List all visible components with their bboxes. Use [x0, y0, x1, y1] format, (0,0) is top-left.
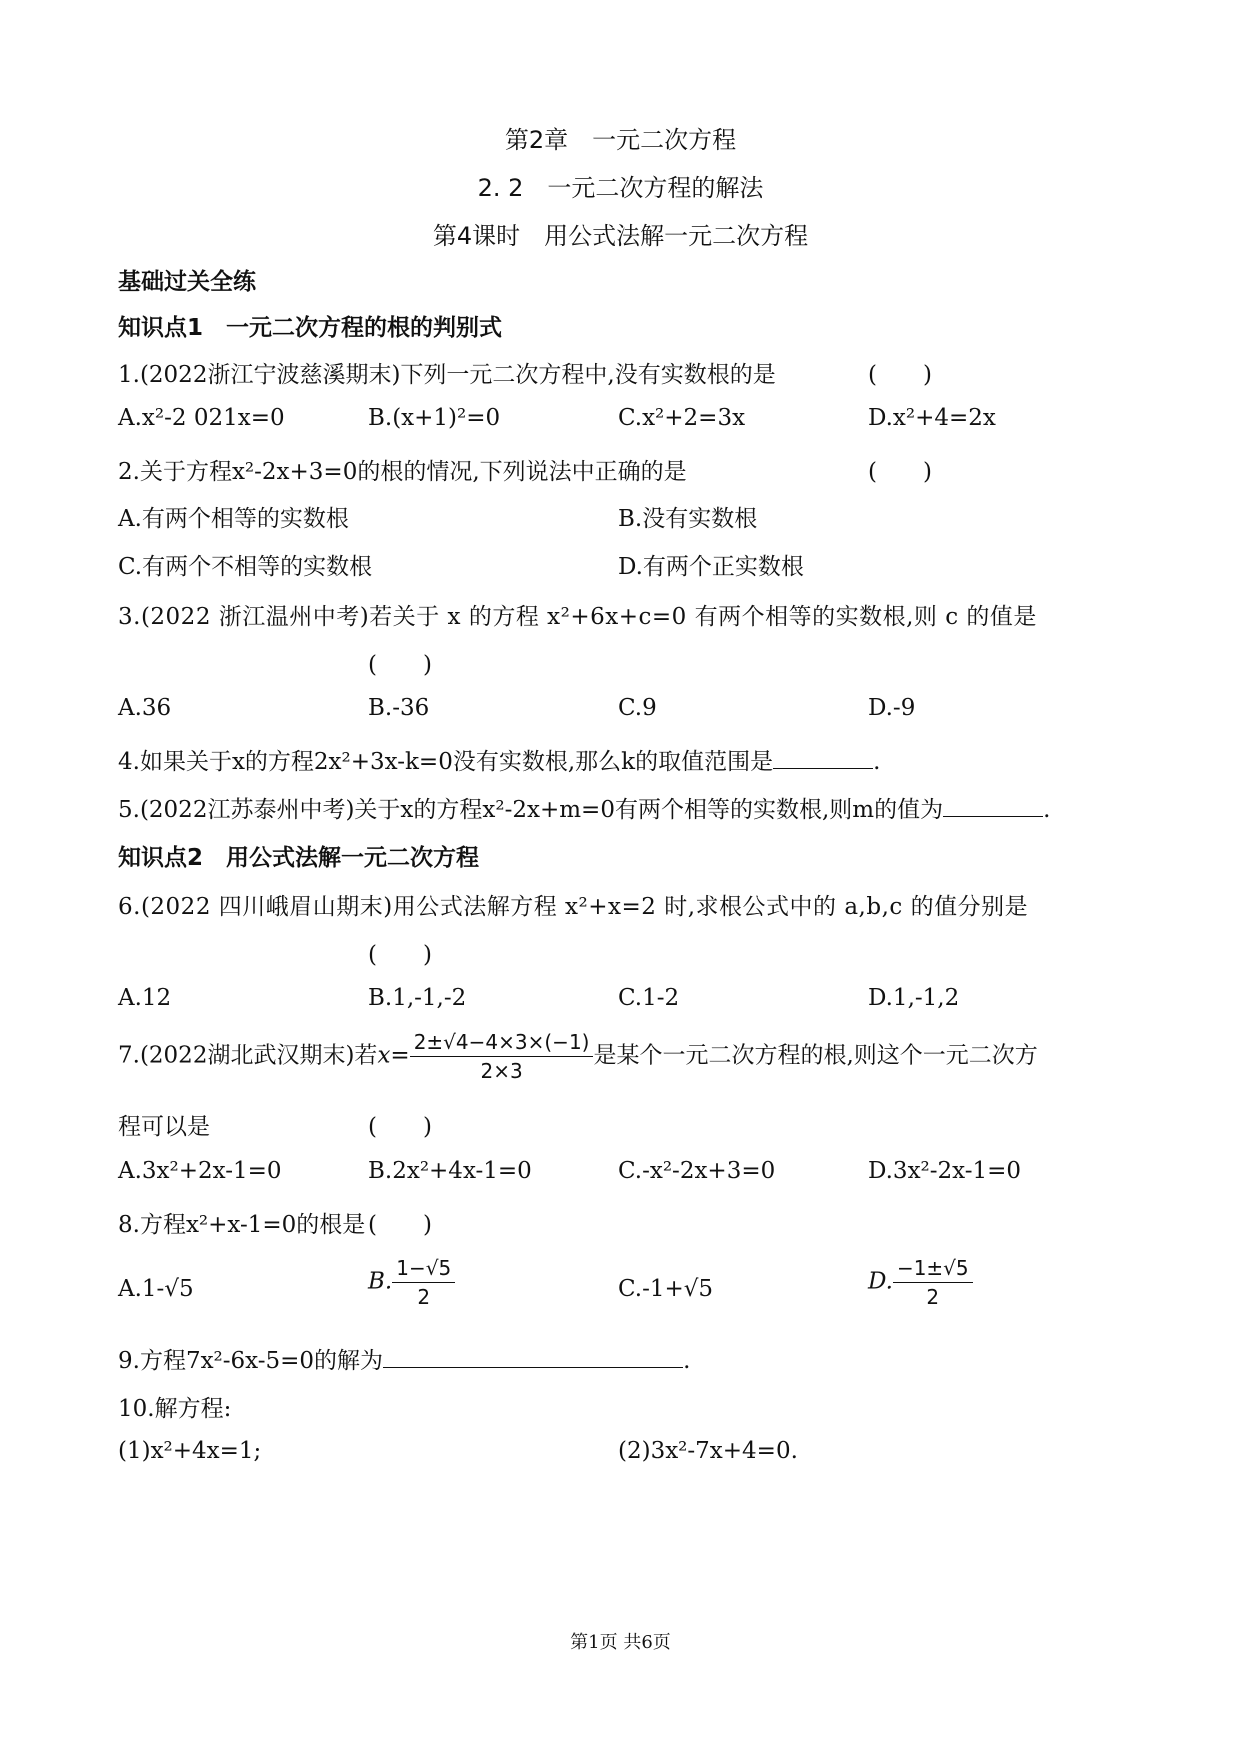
q7-option-b: B.2x²+4x-1=0	[368, 1158, 532, 1184]
chapter-title: 第2章 一元二次方程	[504, 126, 737, 154]
q6-stem: 6.(2022 四川峨眉山期末)用公式法解方程 x²+x=2 时,求根公式中的 a,b,c 的值分别是	[118, 894, 1029, 920]
q9-line: 9.方程7x²-6x-5=0的解为 .	[118, 1342, 690, 1375]
q6-answer-paren: ( )	[368, 942, 432, 968]
q7-suffix: 是某个一元二次方程的根,则这个一元二次方	[593, 1042, 1038, 1069]
q10-stem: 10.解方程:	[118, 1396, 232, 1422]
q8-option-b-label: B.	[368, 1268, 393, 1295]
q1-answer-paren: ( )	[868, 362, 932, 388]
q5-answer-blank[interactable]	[943, 794, 1043, 817]
q6-option-d: D.1,-1,2	[868, 985, 960, 1011]
q3-option-c: C.9	[618, 695, 657, 721]
q10-part-2: (2)3x²-7x+4=0.	[618, 1438, 798, 1464]
q3-option-b: B.-36	[368, 695, 430, 721]
q5-line: 5.(2022江苏泰州中考)关于x的方程x²-2x+m=0有两个相等的实数根,则m的值为 .	[118, 791, 1050, 824]
q8-option-d	[868, 1256, 973, 1309]
q2-option-c: C.有两个不相等的实数根	[118, 554, 373, 580]
q1-option-b: B.(x+1)²=0	[368, 405, 501, 431]
q7-root-fraction	[410, 1030, 594, 1083]
q7-option-d: D.3x²-2x-1=0	[868, 1158, 1022, 1184]
q7-fraction-numerator: 2±√4−4×3×(−1)	[410, 1030, 594, 1057]
q8-option-a: A.1-√5	[118, 1276, 194, 1302]
q7-prefix: 7.(2022湖北武汉期末)若	[118, 1042, 378, 1069]
q1-option-a: A.x²-2 021x=0	[118, 405, 285, 431]
q3-option-a: A.36	[118, 695, 172, 721]
q7-option-c: C.-x²-2x+3=0	[618, 1158, 776, 1184]
part-heading: 基础过关全练	[118, 269, 256, 295]
q2-option-a: A.有两个相等的实数根	[118, 506, 349, 532]
q2-option-d: D.有两个正实数根	[618, 554, 804, 580]
q2-option-b: B.没有实数根	[618, 506, 758, 532]
q6-option-c: C.1-2	[618, 985, 680, 1011]
q1-option-c: C.x²+2=3x	[618, 405, 746, 431]
q7-option-a: A.3x²+2x-1=0	[118, 1158, 282, 1184]
q8-option-c: C.-1+√5	[618, 1276, 714, 1302]
q7-fraction-denominator: 2×3	[480, 1059, 523, 1083]
q8-answer-paren: ( )	[368, 1212, 432, 1238]
q4-line: 4.如果关于x的方程2x²+3x-k=0没有实数根,那么k的取值范围是 .	[118, 743, 880, 776]
q8-option-b	[368, 1256, 455, 1309]
page-number-footer: 第1页 共6页	[570, 1632, 671, 1653]
q10-part-1: (1)x²+4x=1;	[118, 1438, 262, 1464]
q9-answer-blank[interactable]	[383, 1345, 683, 1368]
q3-answer-paren: ( )	[368, 652, 432, 678]
q5-stem: 5.(2022江苏泰州中考)关于x的方程x²-2x+m=0有两个相等的实数根,则m的值为	[118, 797, 944, 823]
q1-stem: 1.(2022浙江宁波慈溪期末)下列一元二次方程中,没有实数根的是	[118, 362, 776, 388]
knowledge-point-1: 知识点1 一元二次方程的根的判别式	[118, 315, 503, 341]
lesson-title: 第4课时 用公式法解一元二次方程	[432, 222, 809, 250]
section-title: 2. 2 一元二次方程的解法	[477, 174, 764, 202]
q7-answer-paren: ( )	[368, 1114, 432, 1140]
q4-answer-blank[interactable]	[773, 746, 873, 769]
knowledge-point-2: 知识点2 用公式法解一元二次方程	[118, 845, 480, 871]
q8-option-d-fraction	[893, 1256, 973, 1309]
q3-option-d: D.-9	[868, 695, 916, 721]
q8-option-b-denominator: 2	[417, 1285, 431, 1309]
q8-option-d-label: D.	[868, 1268, 893, 1295]
q8-option-d-denominator: 2	[926, 1285, 940, 1309]
q2-answer-paren: ( )	[868, 459, 932, 485]
q7-line: 7.(2022湖北武汉期末)若x= $\frac{2\pm√4-4\times 3\times(-1)}{2\times 3}$ 是某个一元二次方程的根,则这个一元二次方	[118, 1030, 1038, 1083]
q4-stem: 4.如果关于x的方程2x²+3x-k=0没有实数根,那么k的取值范围是	[118, 749, 774, 775]
q2-stem: 2.关于方程x²-2x+3=0的根的情况,下列说法中正确的是	[118, 459, 687, 485]
q8-option-b-numerator: 1−√5	[392, 1256, 455, 1283]
q8-stem: 8.方程x²+x-1=0的根是	[118, 1212, 366, 1238]
q8-option-d-numerator: −1±√5	[893, 1256, 973, 1283]
q6-option-a: A.12	[118, 985, 172, 1011]
q7-stem-line2: 程可以是	[118, 1114, 210, 1140]
q1-option-d: D.x²+4=2x	[868, 405, 996, 431]
q9-stem: 9.方程7x²-6x-5=0的解为	[118, 1348, 384, 1374]
q8-option-b-fraction	[392, 1256, 455, 1309]
q6-option-b: B.1,-1,-2	[368, 985, 467, 1011]
q3-stem: 3.(2022 浙江温州中考)若关于 x 的方程 x²+6x+c=0 有两个相等的实数根,则 c 的值是	[118, 604, 1037, 630]
